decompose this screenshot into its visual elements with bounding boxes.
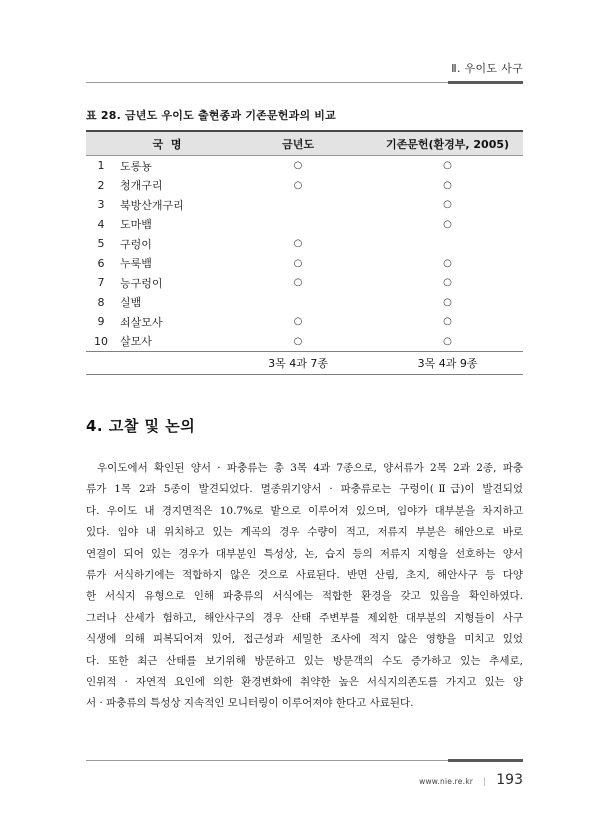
body-text-line: 우이도에서 확인된 양서 · 파충류는 총 3목 4과 7종으로, 양서류가 2목 2과 2종, 파충 xyxy=(97,462,523,474)
species-name: 구렁이 xyxy=(120,237,152,251)
row-number: 5 xyxy=(97,237,105,251)
current-year-mark: ○ xyxy=(293,277,303,289)
table-row xyxy=(86,195,523,215)
header-rule-accent xyxy=(448,81,523,84)
table-row xyxy=(86,254,523,274)
table-row xyxy=(86,273,523,293)
current-year-mark xyxy=(248,195,348,215)
species-name: 능구렁이 xyxy=(120,276,163,290)
reference-mark: ○ xyxy=(443,316,452,328)
page-footer xyxy=(86,759,523,788)
page-number: 193 xyxy=(496,772,523,788)
body-text-line: 있다. 임야 내 위치하고 있는 계곡의 경우 수량이 적고, 저류지 부분은 해안으로 바로 xyxy=(86,526,523,539)
body-text-line: 다. 또한 최근 산태를 보기위해 방문하고 있는 방문객의 수도 증가하고 있는 추세로, xyxy=(86,654,523,667)
row-number: 3 xyxy=(97,198,105,212)
table-row xyxy=(86,332,523,352)
body-text-line: 한 서식지 유형으로 인해 파충류의 서식에는 적합한 환경을 갖고 있음을 확인하였다. xyxy=(86,590,523,603)
species-name: 쇠살모사 xyxy=(120,315,163,329)
website-url: www.nie.re.kr xyxy=(419,777,474,786)
table-header-row xyxy=(86,131,523,156)
reference-mark: ○ xyxy=(443,335,452,347)
current-year-mark: ○ xyxy=(293,316,303,328)
reference-mark: ○ xyxy=(443,277,452,289)
table-totals-row xyxy=(86,352,523,375)
current-year-mark: ○ xyxy=(293,257,303,269)
reference-mark: ○ xyxy=(443,296,452,308)
body-text-line: 류가 1목 2과 5종이 발견되었다. 멸종위기양서 · 파충류로는 구렁이(Ⅱ급)이 발견되었 xyxy=(86,483,523,496)
species-comparison-table xyxy=(86,130,523,375)
row-number: 7 xyxy=(97,276,105,290)
species-name: 도마뱀 xyxy=(120,218,152,232)
current-year-mark xyxy=(248,215,348,235)
body-text-line: 식생에 의해 피복되어져 있어, 접근성과 세밀한 조사에 적지 않은 영향을 미치고 있었 xyxy=(86,633,523,646)
column-header-name: 국 명 xyxy=(86,131,248,156)
row-number: 6 xyxy=(97,256,105,270)
header-rule xyxy=(86,81,523,85)
body-text-line: 류가 서식하기에는 적합하지 않은 것으로 사료된다. 반면 산림, 초지, 해안사구 등 다양 xyxy=(86,568,523,581)
reference-mark xyxy=(348,234,523,254)
current-year-mark: ○ xyxy=(293,335,303,347)
table-row xyxy=(86,293,523,313)
row-number: 10 xyxy=(94,334,108,348)
reference-mark: ○ xyxy=(443,218,452,230)
species-name: 누룩뱀 xyxy=(120,257,152,271)
footer-rule xyxy=(86,759,523,763)
discussion-section xyxy=(86,415,523,715)
section-label: Ⅱ. 우이도 사구 xyxy=(451,62,523,75)
table-row xyxy=(86,156,523,176)
current-year-mark xyxy=(248,293,348,313)
section-heading: 4. 고찰 및 논의 xyxy=(86,417,196,435)
current-year-mark: ○ xyxy=(293,179,303,191)
reference-mark: ○ xyxy=(443,199,452,211)
table-row xyxy=(86,176,523,196)
footer-rule-accent xyxy=(448,759,523,762)
page-header xyxy=(86,60,523,85)
table-row xyxy=(86,312,523,332)
reference-mark: ○ xyxy=(443,257,452,269)
body-text-line: 인위적 · 자연적 요인에 의한 환경변화에 취약한 높은 서식지의존도를 가지고 있는 양 xyxy=(86,675,523,688)
body-paragraph xyxy=(86,458,523,715)
table-row xyxy=(86,234,523,254)
column-header-reference: 기존문헌(환경부, 2005) xyxy=(348,131,523,156)
table-row xyxy=(86,215,523,235)
species-name: 청개구리 xyxy=(120,179,163,193)
species-name: 실뱀 xyxy=(120,296,142,310)
totals-reference: 3목 4과 9종 xyxy=(348,352,523,375)
species-name: 북방산개구리 xyxy=(120,198,184,212)
reference-mark: ○ xyxy=(443,160,452,172)
footer-text xyxy=(86,769,523,788)
species-table-block xyxy=(86,107,523,375)
reference-mark: ○ xyxy=(443,179,452,191)
current-year-mark: ○ xyxy=(293,160,303,172)
totals-current-year: 3목 4과 7종 xyxy=(248,352,348,375)
column-header-current-year: 금년도 xyxy=(248,131,348,156)
row-number: 1 xyxy=(97,159,105,173)
row-number: 2 xyxy=(97,178,105,192)
body-text-line: 연결이 되어 있는 경우가 대부분인 특성상, 논, 습지 등의 저류지 지형을 선호하는 양서 xyxy=(86,547,523,560)
row-number: 9 xyxy=(97,315,105,329)
totals-empty-cell xyxy=(86,352,248,375)
body-text-line: 다. 우이도 내 경지면적은 10.7%로 밭으로 이루어져 있으며, 임야가 대부분을 차지하고 xyxy=(86,504,523,517)
row-number: 8 xyxy=(97,295,105,309)
table-caption: 표 28. 금년도 우이도 출현종과 기존문헌과의 비교 xyxy=(86,109,336,122)
species-name: 살모사 xyxy=(120,335,152,349)
current-year-mark: ○ xyxy=(293,238,303,250)
footer-divider: | xyxy=(483,777,487,787)
row-number: 4 xyxy=(97,217,105,231)
species-name: 도롱뇽 xyxy=(120,159,152,173)
body-text-line: 그러나 산세가 험하고, 해안사구의 경우 산태 주변부를 제외한 대부분의 지형들이 사구 xyxy=(86,611,523,624)
body-text-line: 서 · 파충류의 특성상 지속적인 모니터링이 이루어져야 한다고 사료된다. xyxy=(86,697,414,710)
